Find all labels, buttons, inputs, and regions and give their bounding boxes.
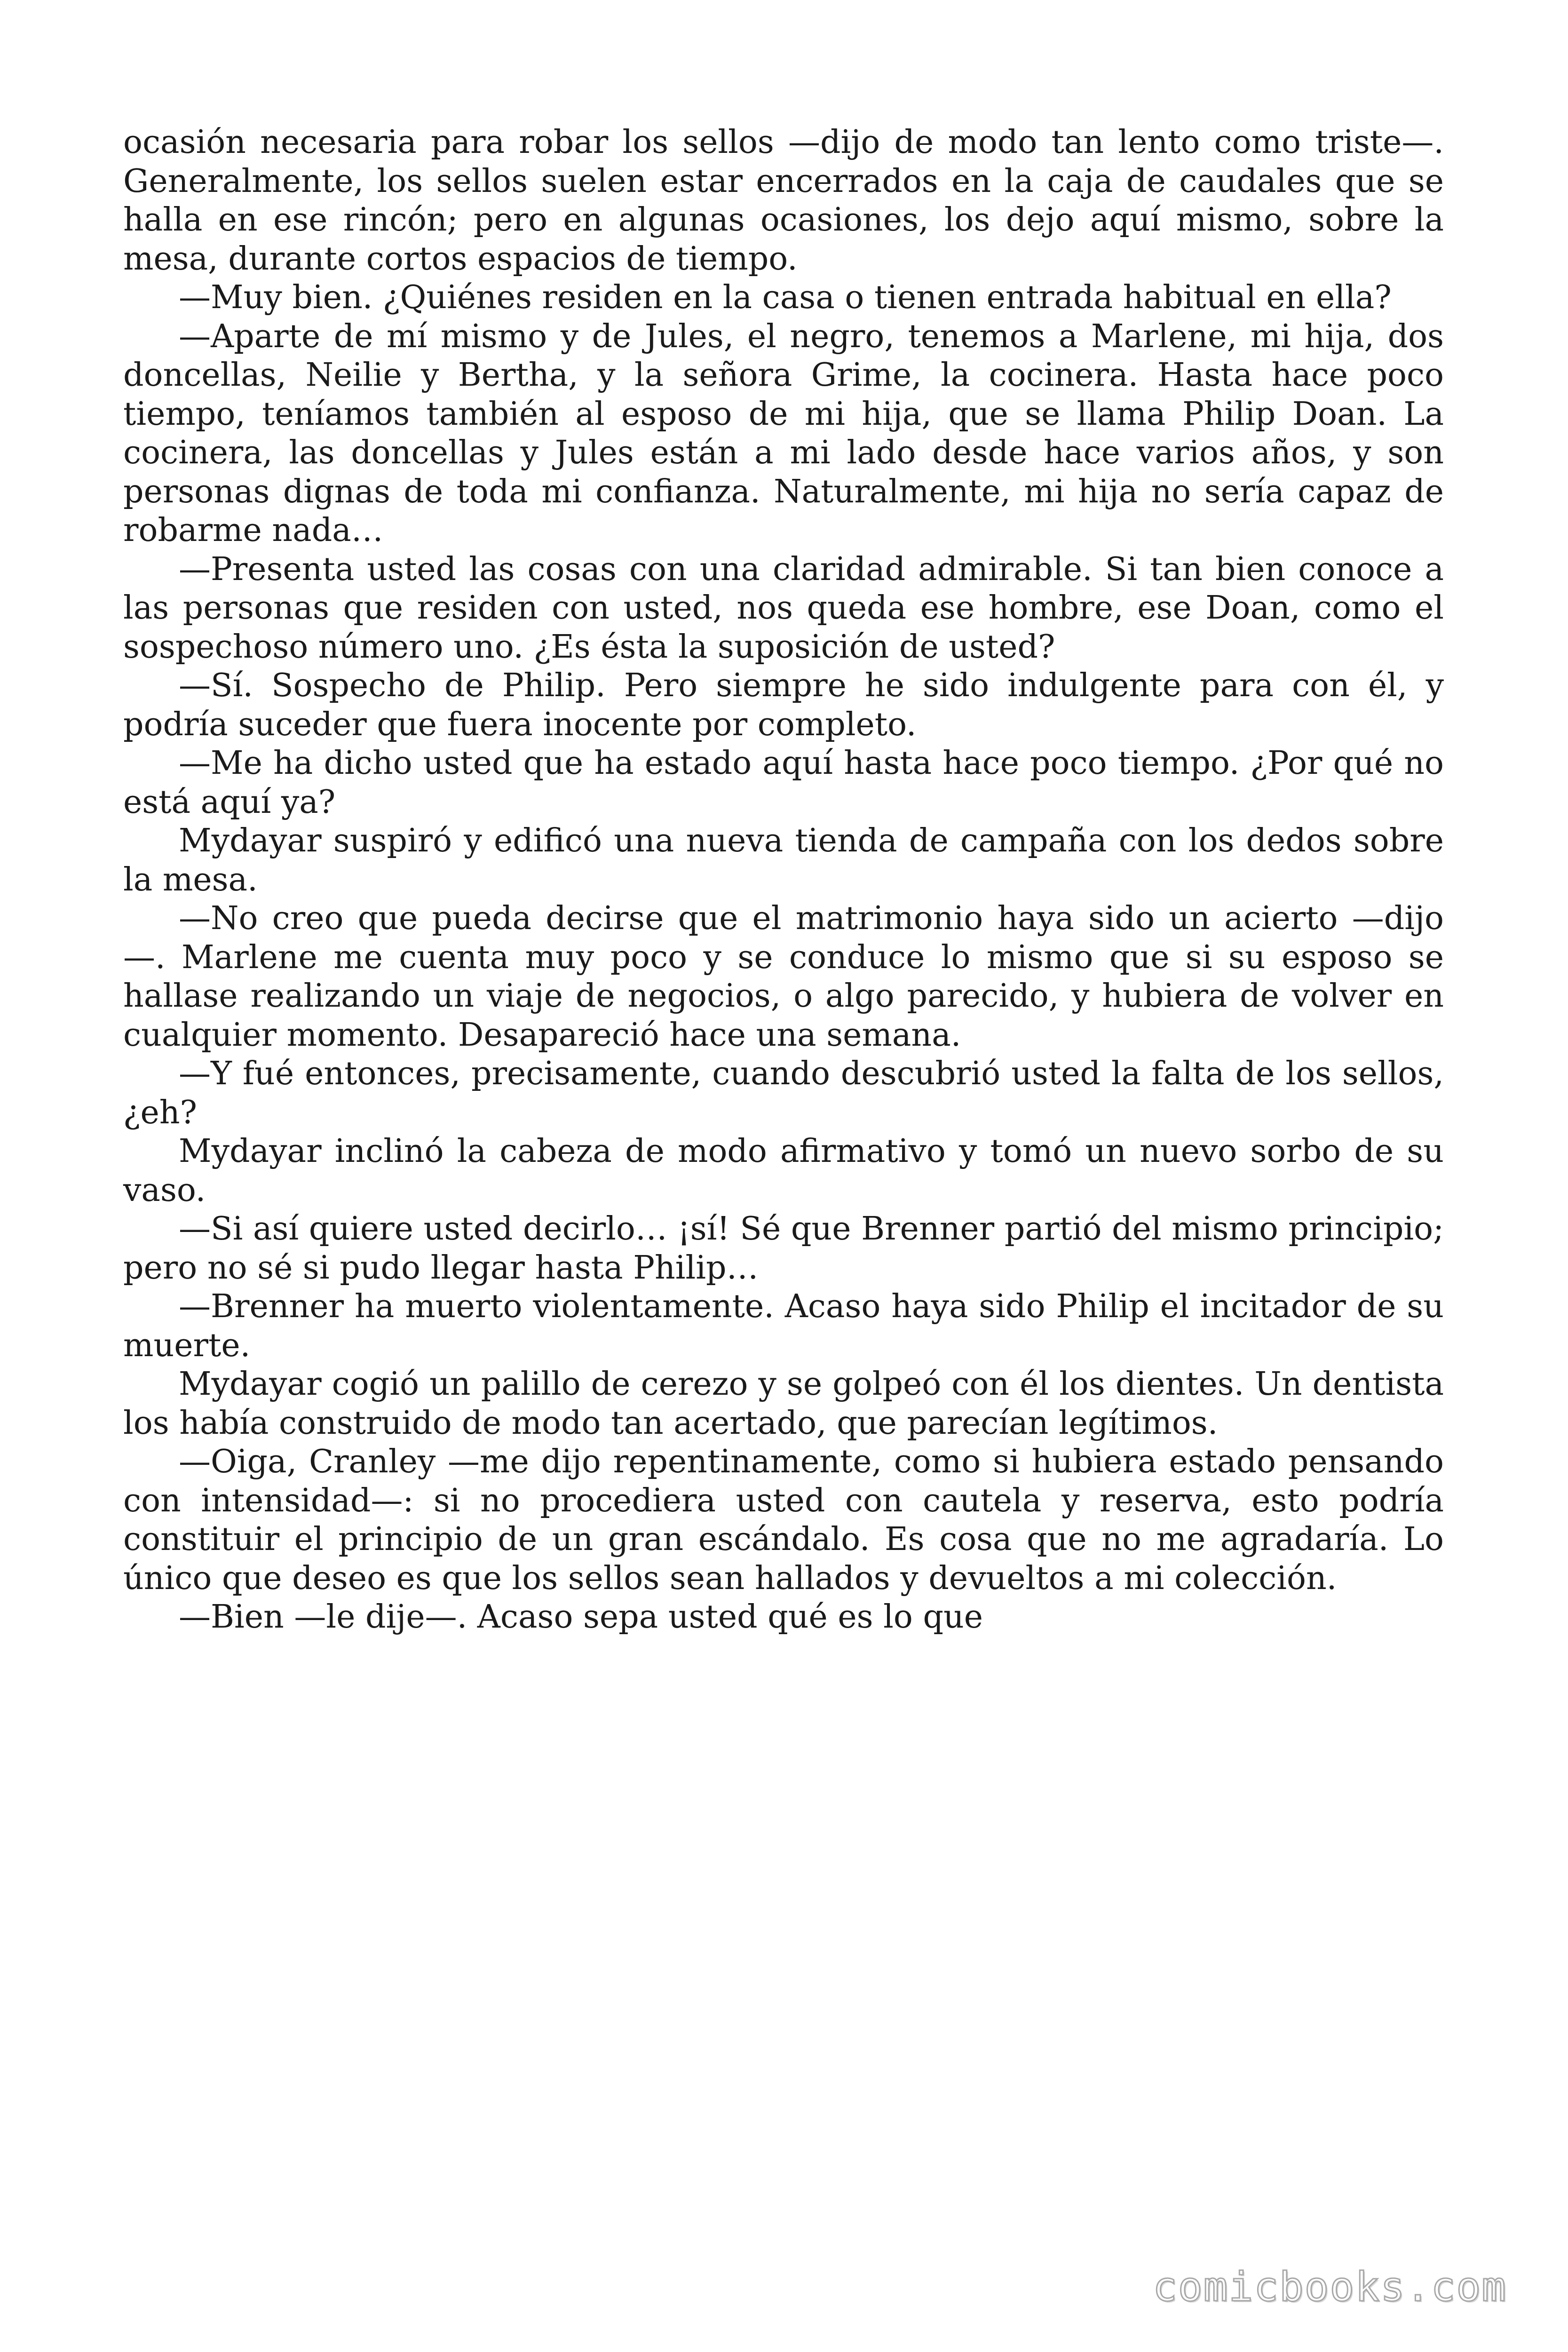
paragraph-14: —Oiga, Cranley —me dijo repentinamente, como si hubiera estado pensando con intensidad—: si no procediera usted con cautela y reserva, esto podría constituir el principio de un gran escándalo. Es cosa que no me agradaría. Lo único que deseo es que los sellos sean hallados y devueltos a mi colección. [123,1443,1444,1597]
paragraph-6: —Me ha dicho usted que ha estado aquí hasta hace poco tiempo. ¿Por qué no está aquí ya? [123,745,1444,821]
watermark: comicbooks.com [1153,2264,1507,2311]
paragraph-10: Mydayar inclinó la cabeza de modo afirmativo y tomó un nuevo sorbo de su vaso. [123,1133,1444,1209]
paragraph-9: —Y fué entonces, precisamente, cuando descubrió usted la falta de los sellos, ¿eh? [123,1055,1444,1131]
paragraph-11: —Si así quiere usted decirlo… ¡sí! Sé que Brenner partió del mismo principio; pero no sé si pudo llegar hasta Philip… [123,1210,1444,1287]
paragraph-15: —Bien —le dije—. Acaso sepa usted qué es lo que [179,1598,983,1636]
paragraph-2: —Muy bien. ¿Quiénes residen en la casa o tienen entrada habitual en ella? [179,279,1392,316]
paragraph-7: Mydayar suspiró y edificó una nueva tienda de campaña con los dedos sobre la mesa. [123,822,1444,898]
paragraph-1: ocasión necesaria para robar los sellos —dijo de modo tan lento como triste—. Generalmente, los sellos suelen estar encerrados en la caja de caudales que se halla en ese rincón; pero en algunas ocasiones, los dejo aquí mismo, sobre la mesa, durante cortos espacios de tiempo. [123,124,1444,278]
paragraph-12: —Brenner ha muerto violentamente. Acaso haya sido Philip el incitador de su muerte. [123,1288,1444,1364]
paragraph-13: Mydayar cogió un palillo de cerezo y se golpeó con él los dientes. Un dentista los había construido de modo tan acertado, que parecían legítimos. [123,1366,1444,1442]
page-text [123,123,1444,1637]
paragraph-4: —Presenta usted las cosas con una claridad admirable. Si tan bien conoce a las personas que residen con usted, nos queda ese hombre, ese Doan, como el sospechoso número uno. ¿Es ésta la suposición de usted? [123,550,1444,666]
paragraph-5: —Sí. Sospecho de Philip. Pero siempre he sido indulgente para con él, y podría suceder que fuera inocente por completo. [123,667,1444,743]
paragraph-8: —No creo que pueda decirse que el matrimonio haya sido un acierto —dijo —. Marlene me cuenta muy poco y se conduce lo mismo que si su esposo se hallase realizando un viaje de negocios, o algo parecido, y hubiera de volver en cualquier momento. Desapareció hace una semana. [123,900,1444,1054]
paragraph-3: —Aparte de mí mismo y de Jules, el negro, tenemos a Marlene, mi hija, dos doncellas, Neilie y Bertha, y la señora Grime, la cocinera. Hasta hace poco tiempo, teníamos también al esposo de mi hija, que se llama Philip Doan. La cocinera, las doncellas y Jules están a mi lado desde hace varios años, y son personas dignas de toda mi confianza. Naturalmente, mi hija no sería capaz de robarme nada… [123,318,1444,549]
